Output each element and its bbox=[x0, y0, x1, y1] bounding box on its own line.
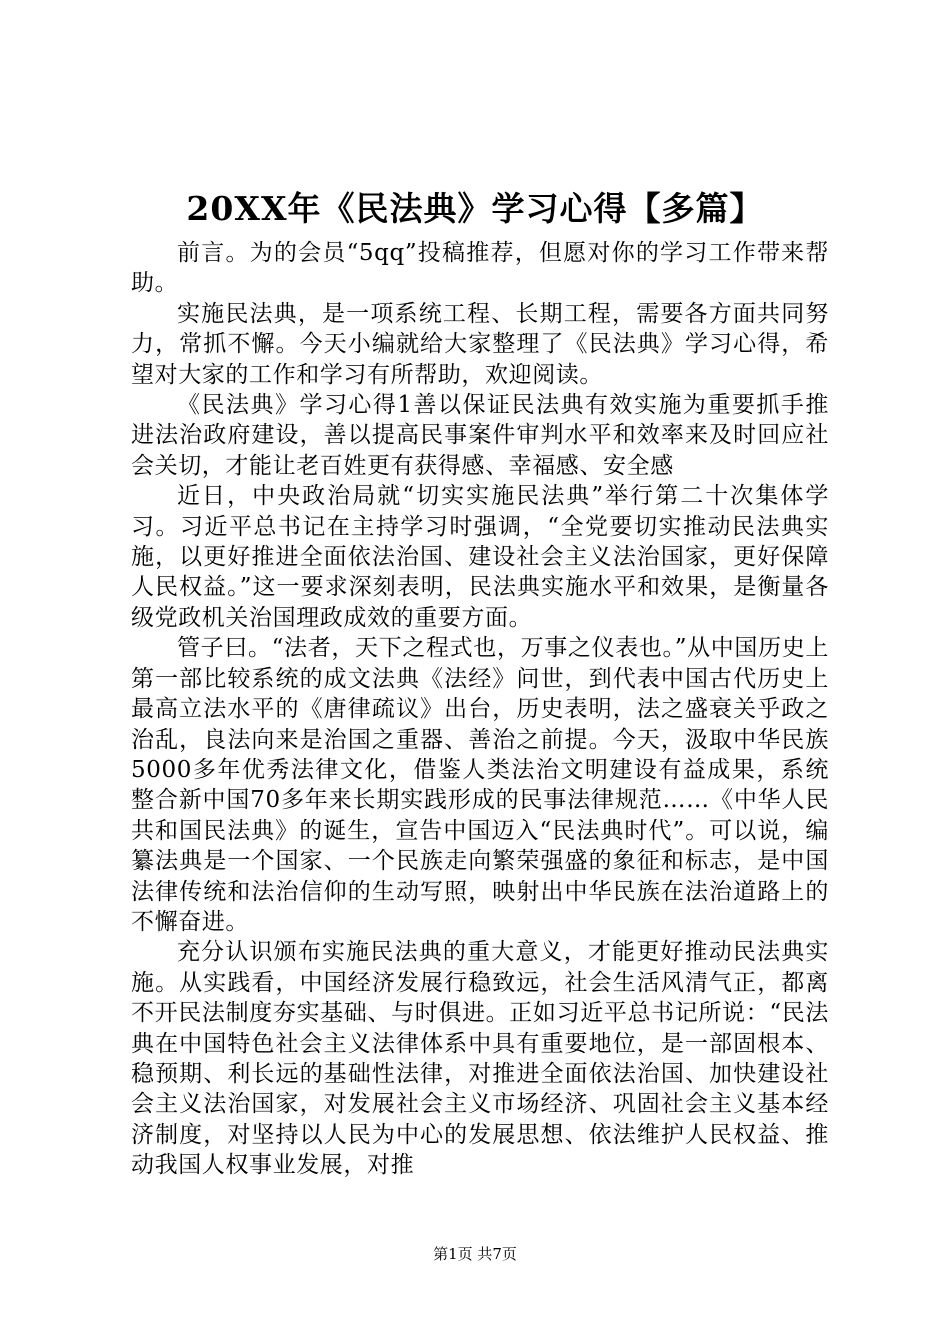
document-title: 20XX年《民法典》学习心得【多篇】 bbox=[186, 189, 764, 228]
paragraph-intro: 实施民法典，是一项系统工程、长期工程，需要各方面共同努力，常抓不懈。今天小编就给大家整理了《民法典》学习心得，希望对大家的工作和学习有所帮助，欢迎阅读。 bbox=[131, 300, 829, 388]
paragraph-study-session: 近日，中央政治局就“切实实施民法典”举行第二十次集体学习。习近平总书记在主持学习时强调，“全党要切实推动民法典实施，以更好推进全面依法治国、建设社会主义法治国家，更好保障人民权益。”这一要求深刻表明，民法典实施水平和效果，是衡量各级党政机关治国理政成效的重要方面。 bbox=[131, 483, 829, 631]
paragraph-essay-1-lead: 《民法典》学习心得1善以保证民法典有效实施为重要抓手推进法治政府建设，善以提高民事案件审判水平和效率来及时回应社会关切，才能让老百姓更有获得感、幸福感、安全感 bbox=[131, 392, 829, 479]
document-body bbox=[131, 238, 829, 1181]
page-number-footer: 第1页 共7页 bbox=[433, 1245, 517, 1263]
paragraph-preface: 前言。为的会员“5qq”投稿推荐，但愿对你的学习工作带来帮助。 bbox=[131, 240, 829, 297]
paragraph-significance: 充分认识颁布实施民法典的重大意义，才能更好推动民法典实施。从实践看，中国经济发展行稳致远，社会生活风清气正，都离不开民法制度夯实基础、与时俱进。正如习近平总书记所说：“民法典在中国特色社会主义法律体系中具有重要地位，是一部固根本、稳预期、利长远的基础性法律，对推进全面依法治国、加快建设社会主义法治国家，对发展社会主义市场经济、巩固社会主义基本经济制度，对坚持以人民为中心的发展思想、依法维护人民权益、推动我国人权事业发展，对推 bbox=[131, 939, 829, 1179]
paragraph-history: 管子曰。“法者，天下之程式也，万事之仪表也。”从中国历史上第一部比较系统的成文法典《法经》问世，到代表中国古代历史上最高立法水平的《唐律疏议》出台，历史表明，法之盛衰关乎政之治乱，良法向来是治国之重器、善治之前提。今天，汲取中华民族5000多年优秀法律文化，借鉴人类法治文明建设有益成果，系统整合新中国70多年来长期实践形成的民事法律规范……《中华人民共和国民法典》的诞生，宣告中国迈入“民法典时代”。可以说，编纂法典是一个国家、一个民族走向繁荣强盛的象征和标志，是中国法律传统和法治信仰的生动写照，映射出中华民族在法治道路上的不懈奋进。 bbox=[131, 635, 829, 935]
